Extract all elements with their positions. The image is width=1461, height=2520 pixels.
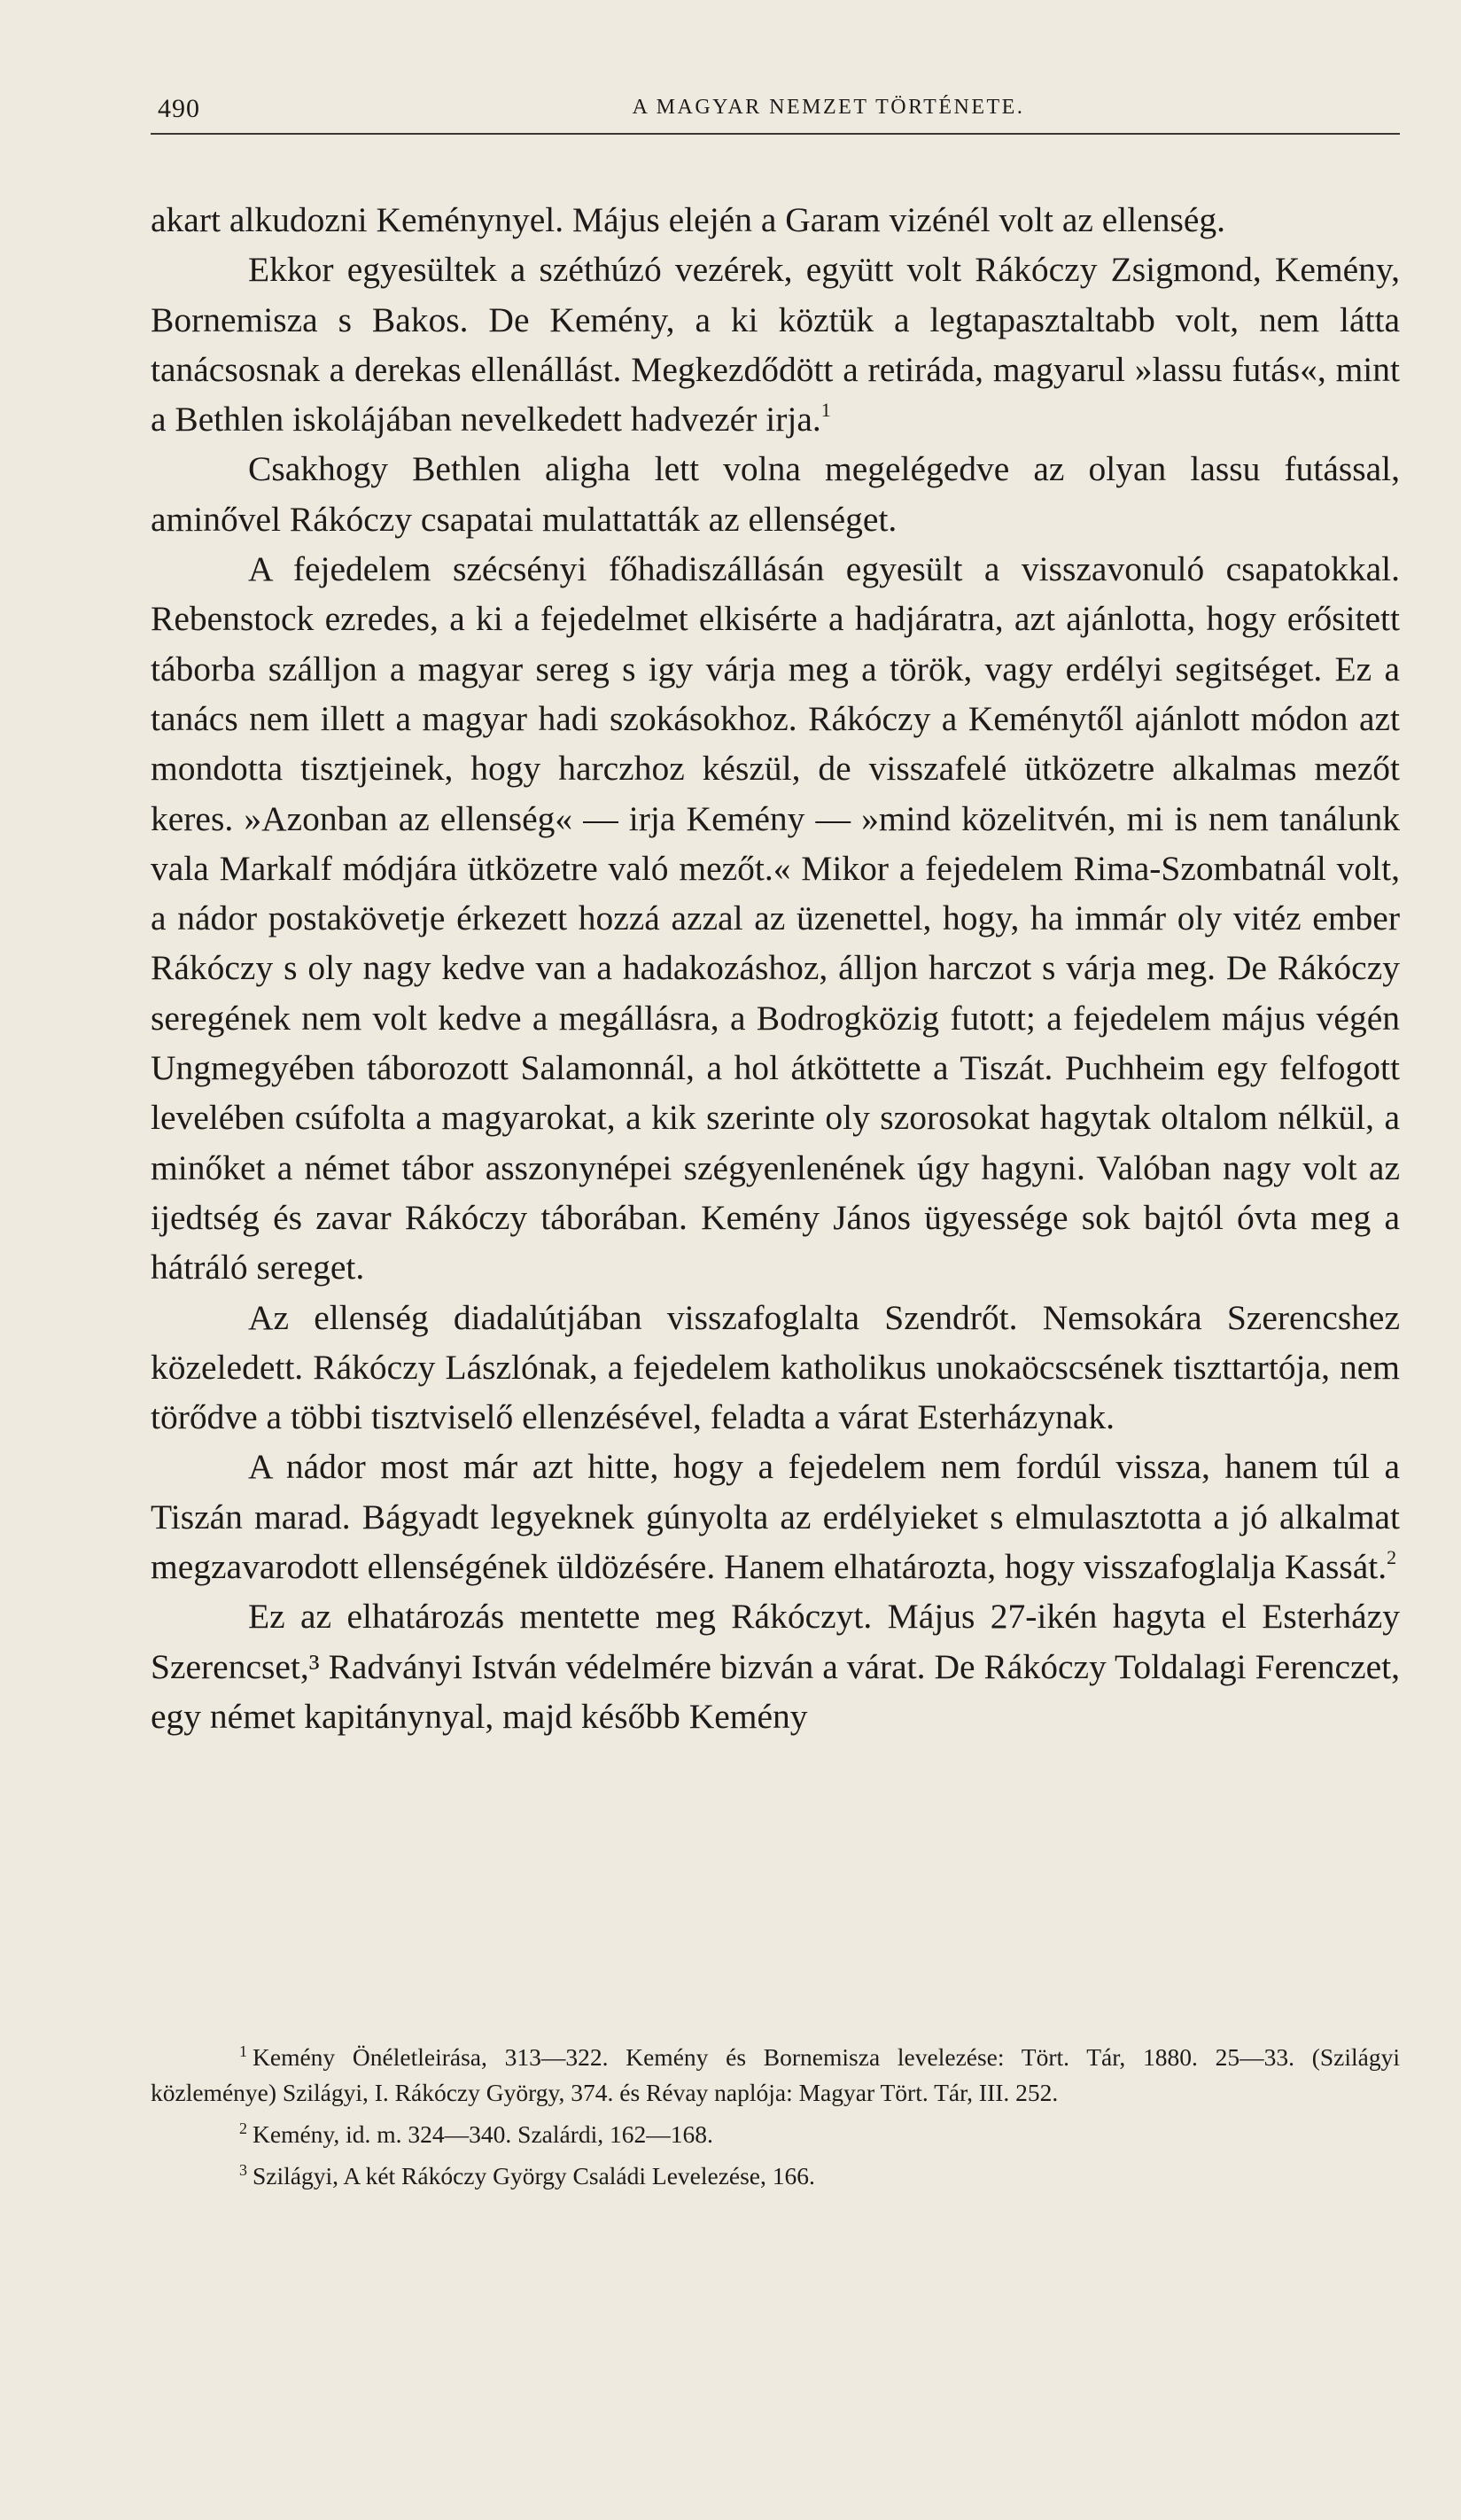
paragraph: akart alkudozni Keménynyel. Május elején a Garam vizénél volt az ellenség.: [151, 200, 1226, 239]
footnote-ref: 2: [1387, 1546, 1397, 1569]
footnote: $^3$ Szilágyi, A két Rákóczy György Családi Levelezése, 166.: [239, 2161, 815, 2189]
footnote-ref: 1: [820, 399, 831, 422]
page-number: 490: [158, 94, 200, 123]
footnote-mark: 1: [239, 2042, 247, 2060]
footnote-mark: 3: [239, 2161, 247, 2179]
header-rule: [151, 133, 1400, 135]
footnote: $^2$ Kemény, id. m. 324—340. Szalárdi, 162—168.: [239, 2119, 713, 2148]
body-text: [151, 195, 1400, 1741]
paragraph: Az ellenség diadalútjában visszafoglalta Szendrőt. Nemsokára Szerencshez közeledett. Rákóczy Lászlónak, a fejedelem katholikus unokaöcscsének tiszttartója, nem törődve a többi tisztviselő ellenzésével, feladta a várat Esterházynak.: [151, 1297, 1400, 1437]
footnote-mark: 2: [239, 2119, 247, 2137]
paragraph: Ekkor egyesültek a széthúzó vezérek, együtt volt Rákóczy Zsigmond, Kemény, Bornemisza s Bakos. De Kemény, a ki köztük a legtapasztaltabb volt, nem látta tanácsosnak a derekas ellenállást. Megkezdődött a retiráda, magyarul »lassu futás«, mint a Bethlen iskolájában nevelkedett hadvezér irja.$^1$: [151, 250, 1400, 439]
footnote: $^1$ Kemény Önéletleirása, 313—322. Kemény és Bornemisza levelezése: Tört. Tár, 1880. 25—33. (Szilágyi közleménye) Szilágyi, I. Rákóczy György, 374. és Révay naplója: Magyar Tört. Tár, III. 252.: [151, 2042, 1400, 2106]
running-title: A MAGYAR NEMZET TÖRTÉNETE.: [632, 96, 1025, 119]
paragraph: Ez az elhatározás mentette meg Rákóczyt. Május 27-ikén hagyta el Esterházy Szerencset,³ Radványi István védelmére bizván a várat. De Rákóczy Toldalagi Ferenczet, egy német kapitánynyal, majd később Kemény: [151, 1597, 1400, 1736]
page-header: [151, 94, 1400, 129]
paragraph: A nádor most már azt hitte, hogy a fejedelem nem fordúl vissza, hanem túl a Tiszán marad. Bágyadt legyeknek gúnyolta az erdélyieket s elmulasztotta a jó alkalmat megzavarodott ellenségének üldözésére. Hanem elhatározta, hogy visszafoglalja Kassát.$^2$: [151, 1447, 1400, 1587]
paragraph: Csakhogy Bethlen aligha lett volna megelégedve az olyan lassu futással, aminővel Rákóczy csapatai mulattatták az ellenséget.: [151, 449, 1400, 539]
paragraph: A fejedelem szécsényi főhadiszállásán egyesült a visszavonuló csapatokkal. Rebenstock ezredes, a ki a fejedelmet elkisérte a hadjáratra, azt ajánlotta, hogy erősitett táborba szálljon a magyar sereg s igy várja meg a török, vagy erdélyi segitséget. Ez a tanács nem illett a magyar hadi szokásokhoz. Rákóczy a Keménytől ajánlott módon azt mondotta tisztjeinek, hogy harczhoz készül, de visszafelé ütközetre alkalmas mezőt keres. »Azonban az ellenség« — irja Kemény — »mind közelitvén, mi is nem tanálunk vala Markalf módjára ütközetre való mezőt.« Mikor a fejedelem Rima-Szombatnál volt, a nádor postakövetje érkezett hozzá azzal az üzenettel, hogy, ha immár oly vitéz ember Rákóczy s oly nagy kedve van a hadakozáshoz, álljon harczot s várja meg. De Rákóczy seregének nem volt kedve a megállásra, a Bodrogközig futott; a fejedelem május végén Ungmegyében táborozott Salamonnál, a hol átköttette a Tiszát. Puchheim egy felfogott levelében csúfolta a magyarokat, a kik szerinte oly szorosokat hagytak oltalom nélkül, a minőket a német tábor asszonynépei szégyenlenének úgy hagyni. Valóban nagy volt az ijedtség és zavar Rákóczy táborában. Kemény János ügyessége sok bajtól óvta meg a hátráló sereget.: [151, 549, 1400, 1287]
footnotes: [151, 2034, 1400, 2194]
